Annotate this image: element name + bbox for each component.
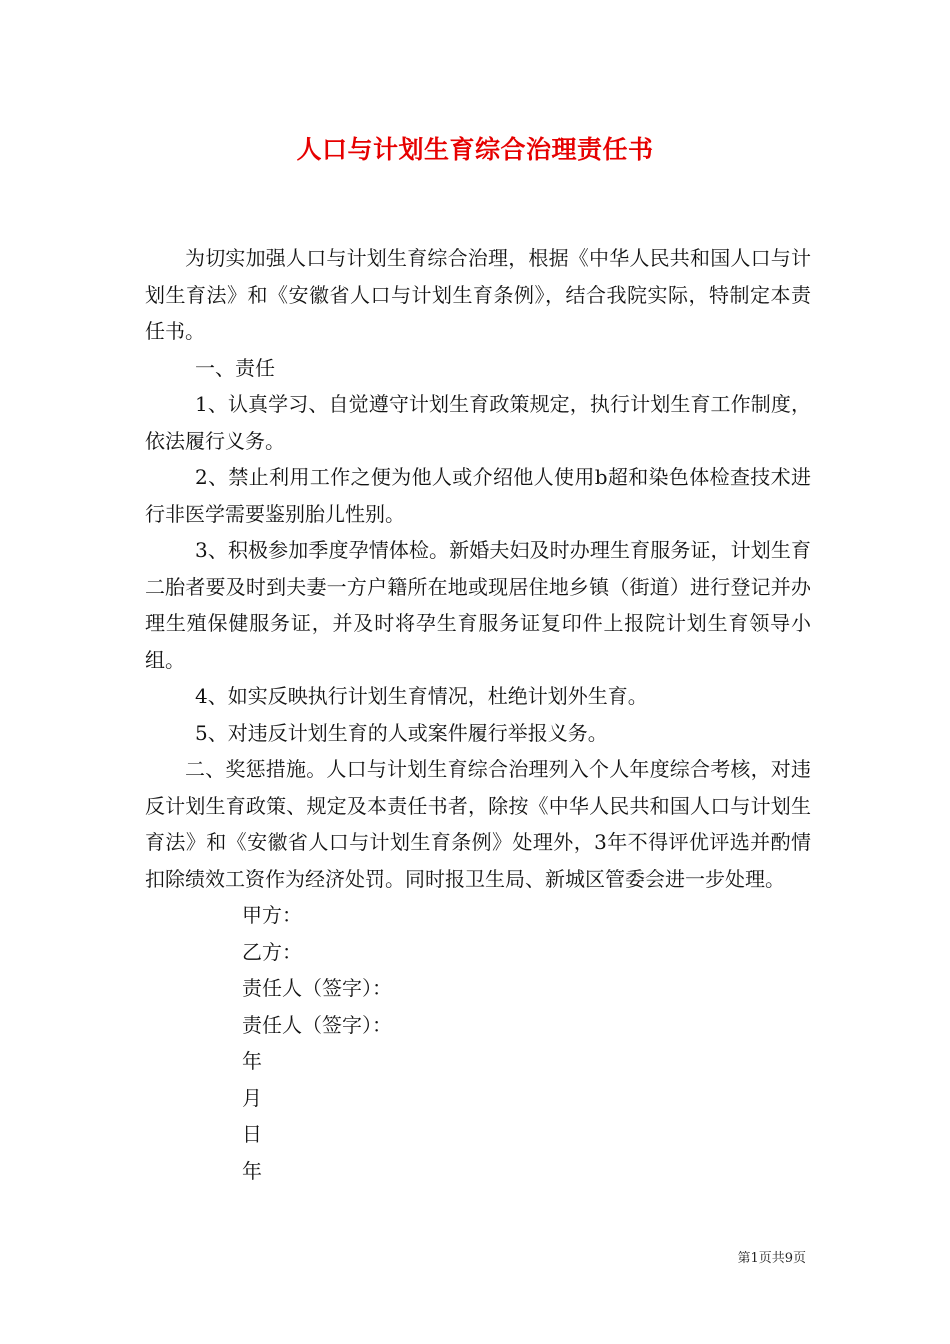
date-year-label-2: 年 — [242, 1158, 262, 1183]
page-number: 第1页共9页 — [737, 1251, 806, 1266]
responsibility-item-2: 2、禁止利用工作之便为他人或介绍他人使用b超和染色体检查技术进行非医学需要鉴别胎儿性别。 — [145, 465, 811, 526]
document-body — [145, 240, 811, 1189]
intro-paragraph: 为切实加强人口与计划生育综合治理，根据《中华人民共和国人口与计划生育法》和《安徽省人口与计划生育条例》，结合我院实际，特制定本责任书。 — [145, 246, 811, 343]
responsibility-item-3: 3、积极参加季度孕情体检。新婚夫妇及时办理生育服务证，计划生育二胎者要及时到夫妻一方户籍所在地或现居住地乡镇（街道）进行登记并办理生殖保健服务证，并及时将孕生育服务证复印件上报院计划生育领导小组。 — [145, 538, 811, 672]
responsibility-item-1: 1、认真学习、自觉遵守计划生育政策规定，执行计划生育工作制度，依法履行义务。 — [145, 392, 811, 453]
signer-a-label: 责任人（签字）： — [242, 976, 392, 1000]
signer-b-label: 责任人（签字）： — [242, 1012, 392, 1037]
responsibility-item-4: 4、如实反映执行计划生育情况，杜绝计划外生育。 — [195, 684, 648, 708]
rewards-penalties-paragraph: 二、奖惩措施。人口与计划生育综合治理列入个人年度综合考核，对违反计划生育政策、规定及本责任书者，除按《中华人民共和国人口与计划生育法》和《安徽省人口与计划生育条例》处理外，3年不得评优评选并酌情扣除绩效工资作为经济处罚。同时报卫生局、新城区管委会进一步处理。 — [145, 757, 811, 891]
responsibility-item-5: 5、对违反计划生育的人或案件履行举报义务。 — [195, 720, 608, 745]
party-b-label: 乙方： — [242, 939, 302, 964]
document-title: 人口与计划生育综合治理责任书 — [296, 135, 654, 164]
date-month-label: 月 — [242, 1085, 262, 1110]
date-year-label: 年 — [242, 1049, 262, 1073]
section-heading-responsibility: 一、责任 — [195, 355, 275, 380]
party-a-label: 甲方： — [242, 903, 302, 927]
date-day-label: 日 — [242, 1122, 262, 1146]
